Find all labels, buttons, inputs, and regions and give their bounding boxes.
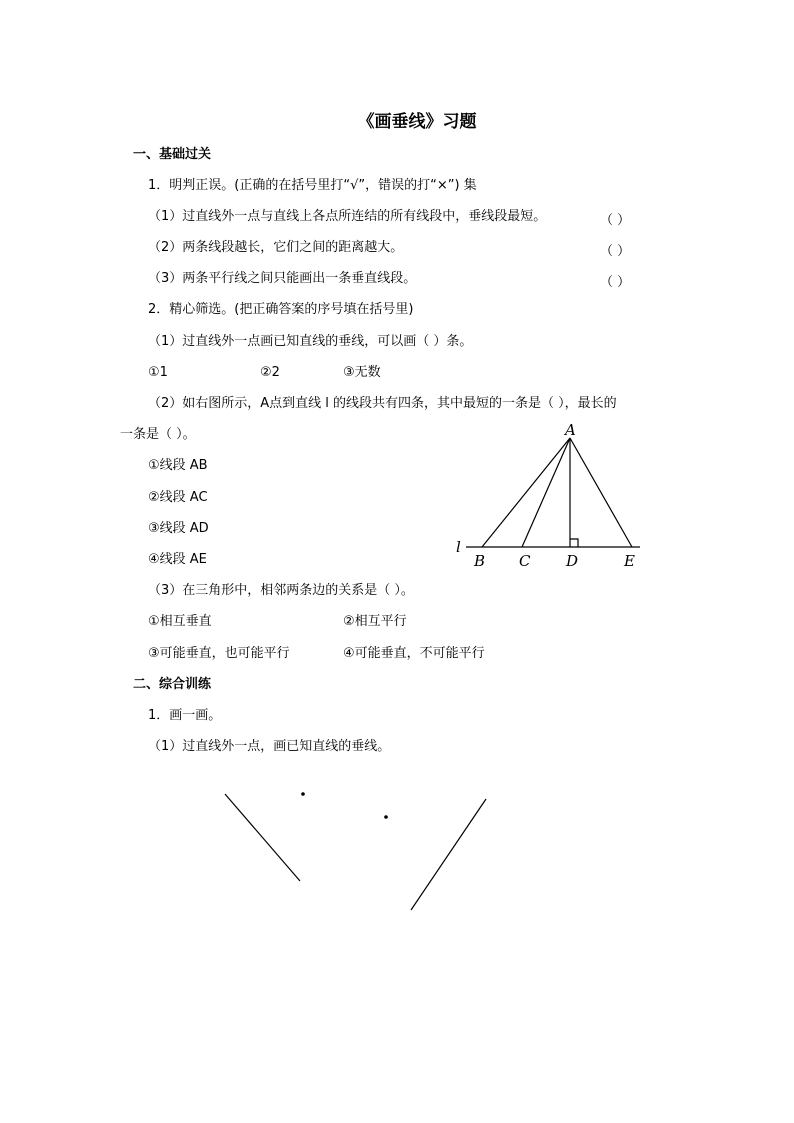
section2-q1-stem: 1．画一画。 <box>148 708 222 723</box>
section-1-heading: 一、基础过关 <box>133 147 212 162</box>
q2-p2-option-1: ①线段 AB <box>148 458 208 473</box>
q1-item-1: （1）过直线外一点与直线上各点所连结的所有线段中，垂线段最短。 <box>148 209 547 224</box>
right-angle-mark <box>570 539 578 547</box>
q2-p3-option-1: ①相互垂直 <box>148 614 212 629</box>
q1-item-2: （2）两条线段越长，它们之间的距离越大。 <box>148 240 404 255</box>
triangle-figure <box>466 438 640 547</box>
label-c: C <box>519 552 531 570</box>
segment-ab <box>482 438 570 547</box>
q2-p2-text-line2: 一条是（ ）。 <box>120 427 196 442</box>
q2-p1-option-1: ①1 <box>148 365 168 380</box>
given-line-1 <box>225 794 300 881</box>
given-line-2 <box>411 799 486 910</box>
given-point-2 <box>384 815 388 819</box>
label-a: A <box>565 421 576 439</box>
label-e: E <box>624 552 635 570</box>
segment-ae <box>570 438 632 547</box>
drawing-exercise <box>225 794 486 910</box>
q2-p3-option-2: ②相互平行 <box>343 614 407 629</box>
q1-item-1-blank[interactable]: （ ） <box>600 213 631 228</box>
q2-p3-text: （3）在三角形中，相邻两条边的关系是（ ）。 <box>148 583 414 598</box>
section-2-heading: 二、综合训练 <box>133 677 212 692</box>
given-point-1 <box>301 792 305 796</box>
q1-item-2-blank[interactable]: （ ） <box>600 244 631 259</box>
q1-item-3-blank[interactable]: （ ） <box>600 275 631 290</box>
q2-p1-option-3: ③无数 <box>343 365 381 380</box>
q2-p3-option-4: ④可能垂直，不可能平行 <box>343 646 485 661</box>
q1-stem: 1．明判正误。(正确的在括号里打“√”，错误的打“×”) 集 <box>148 178 477 193</box>
page-title: 《画垂线》习题 <box>357 112 477 132</box>
segment-ac <box>522 438 570 547</box>
section2-q1-p1: （1）过直线外一点，画已知直线的垂线。 <box>148 739 391 754</box>
label-l: l <box>456 538 461 556</box>
q1-item-3: （3）两条平行线之间只能画出一条垂直线段。 <box>148 271 417 286</box>
q2-p1-text: （1）过直线外一点画已知直线的垂线，可以画（ ）条。 <box>148 334 473 349</box>
q2-p2-text-line1: （2）如右图所示，A点到直线 l 的线段共有四条，其中最短的一条是（ ），最长的 <box>148 396 617 411</box>
q2-p3-option-3: ③可能垂直，也可能平行 <box>148 646 290 661</box>
label-b: B <box>474 552 486 570</box>
q2-p1-option-2: ②2 <box>260 365 280 380</box>
q2-p2-option-3: ③线段 AD <box>148 521 209 536</box>
q2-p2-option-4: ④线段 AE <box>148 552 207 567</box>
q2-stem: 2．精心筛选。(把正确答案的序号填在括号里) <box>148 302 414 317</box>
q2-p2-option-2: ②线段 AC <box>148 490 208 505</box>
label-d: D <box>566 552 579 570</box>
